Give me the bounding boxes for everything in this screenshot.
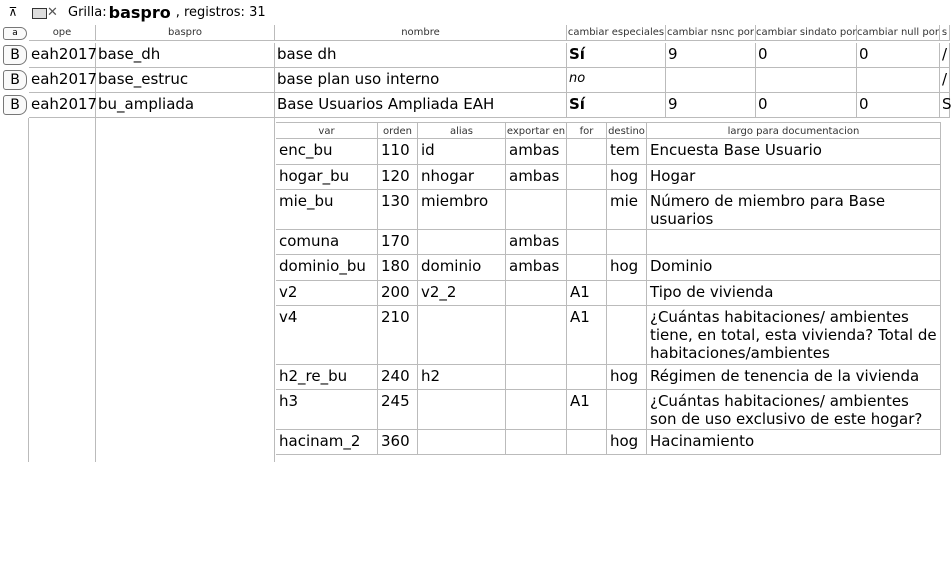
column-header-null[interactable]: cambiar null por bbox=[857, 25, 940, 41]
cell-especiales[interactable]: Sí bbox=[567, 93, 666, 118]
subgrid-cell-orden[interactable]: 210 bbox=[378, 306, 418, 365]
row-detail-button[interactable]: B bbox=[3, 70, 27, 90]
subgrid-cell-for[interactable] bbox=[567, 365, 607, 390]
subgrid-cell-largo[interactable]: Régimen de tenencia de la vivienda bbox=[647, 365, 941, 390]
subgrid-cell-destino[interactable]: mie bbox=[607, 190, 647, 230]
grid-divider bbox=[95, 118, 96, 462]
cell-sindato[interactable]: 0 bbox=[756, 93, 857, 118]
subgrid-cell-alias[interactable] bbox=[418, 430, 506, 455]
subgrid-cell-destino[interactable]: tem bbox=[607, 139, 647, 165]
subgrid-cell-var[interactable]: hogar_bu bbox=[276, 165, 378, 190]
column-header-nsnc[interactable]: cambiar nsnc por bbox=[666, 25, 756, 41]
subgrid-cell-var[interactable]: h2_re_bu bbox=[276, 365, 378, 390]
select-all-button[interactable]: a bbox=[3, 27, 27, 40]
subgrid-cell-alias[interactable] bbox=[418, 230, 506, 255]
column-header-ope[interactable]: ope bbox=[29, 25, 96, 41]
subgrid-header-destino[interactable]: destino bbox=[607, 122, 647, 139]
subgrid-cell-orden[interactable]: 110 bbox=[378, 139, 418, 165]
subgrid-cell-alias[interactable] bbox=[418, 390, 506, 430]
subgrid-cell-for[interactable]: A1 bbox=[567, 306, 607, 365]
grid-record-count: , registros: 31 bbox=[175, 4, 266, 20]
subgrid-cell-alias[interactable]: nhogar bbox=[418, 165, 506, 190]
subgrid-cell-var[interactable]: mie_bu bbox=[276, 190, 378, 230]
subgrid-cell-destino[interactable] bbox=[607, 306, 647, 365]
subgrid-cell-for[interactable] bbox=[567, 165, 607, 190]
subgrid-cell-exportar[interactable]: ambas bbox=[506, 165, 567, 190]
collapse-icon[interactable]: ⊼ bbox=[8, 5, 18, 19]
subgrid-cell-alias[interactable]: v2_2 bbox=[418, 281, 506, 306]
subgrid-cell-var[interactable]: enc_bu bbox=[276, 139, 378, 165]
grid-divider bbox=[274, 118, 275, 462]
subgrid-cell-orden[interactable]: 245 bbox=[378, 390, 418, 430]
subgrid-cell-destino[interactable] bbox=[607, 281, 647, 306]
empty-area bbox=[0, 462, 944, 574]
row-detail-button[interactable]: B bbox=[3, 45, 27, 65]
subgrid-cell-exportar[interactable]: ambas bbox=[506, 139, 567, 165]
subgrid-cell-largo[interactable]: Hacinamiento bbox=[647, 430, 941, 455]
column-header-sindato[interactable]: cambiar sindato por bbox=[756, 25, 857, 41]
subgrid-header-exportar[interactable]: exportar en bbox=[506, 122, 567, 139]
column-header-nombre[interactable]: nombre bbox=[275, 25, 567, 41]
subgrid-cell-largo[interactable]: Encuesta Base Usuario bbox=[647, 139, 941, 165]
grid-divider bbox=[28, 118, 29, 462]
row-detail-button[interactable]: B bbox=[3, 95, 27, 115]
subgrid-cell-for[interactable] bbox=[567, 255, 607, 281]
subgrid-cell-largo[interactable]: ¿Cuántas habitaciones/ ambientes tiene, en total, esta vivienda? Total de habitaciones/ambientes bbox=[647, 306, 941, 365]
grid-table-name: baspro bbox=[108, 2, 171, 22]
cell-null[interactable] bbox=[857, 68, 940, 93]
cell-especiales[interactable]: Sí bbox=[567, 43, 666, 68]
subgrid-cell-exportar[interactable]: ambas bbox=[506, 255, 567, 281]
column-header-baspro[interactable]: baspro bbox=[96, 25, 275, 41]
subgrid-cell-var[interactable]: comuna bbox=[276, 230, 378, 255]
subgrid-cell-for[interactable] bbox=[567, 190, 607, 230]
subgrid-cell-destino[interactable]: hog bbox=[607, 365, 647, 390]
cell-null[interactable]: 0 bbox=[857, 93, 940, 118]
subgrid-cell-destino[interactable] bbox=[607, 390, 647, 430]
subgrid-cell-for[interactable] bbox=[567, 139, 607, 165]
subgrid-header-var[interactable]: var bbox=[276, 122, 378, 139]
subgrid-header-orden[interactable]: orden bbox=[378, 122, 418, 139]
subgrid-cell-orden[interactable]: 180 bbox=[378, 255, 418, 281]
subgrid-cell-largo[interactable]: ¿Cuántas habitaciones/ ambientes son de uso exclusivo de este hogar? bbox=[647, 390, 941, 430]
subgrid-cell-largo[interactable]: Dominio bbox=[647, 255, 941, 281]
subgrid-cell-orden[interactable]: 200 bbox=[378, 281, 418, 306]
cell-baspro[interactable]: bu_ampliada bbox=[96, 93, 275, 118]
subgrid-cell-orden[interactable]: 130 bbox=[378, 190, 418, 230]
cell-sindato[interactable] bbox=[756, 68, 857, 93]
cell-baspro[interactable]: base_estruc bbox=[96, 68, 275, 93]
subgrid-cell-largo[interactable]: Hogar bbox=[647, 165, 941, 190]
subgrid-cell-var[interactable]: dominio_bu bbox=[276, 255, 378, 281]
subgrid-cell-largo[interactable] bbox=[647, 230, 941, 255]
cell-ope[interactable]: eah2017 bbox=[29, 93, 96, 118]
subgrid-cell-orden[interactable]: 240 bbox=[378, 365, 418, 390]
cell-sindato[interactable]: 0 bbox=[756, 43, 857, 68]
column-header-especiales[interactable]: cambiar especiales bbox=[567, 25, 666, 41]
grid-titlebar bbox=[0, 0, 944, 24]
subgrid-cell-var[interactable]: hacinam_2 bbox=[276, 430, 378, 455]
subgrid-cell-destino[interactable]: hog bbox=[607, 165, 647, 190]
subgrid-cell-var[interactable]: v2 bbox=[276, 281, 378, 306]
cell-extra[interactable]: S bbox=[940, 93, 950, 118]
cell-nombre[interactable]: base plan uso interno bbox=[275, 68, 567, 93]
subgrid-cell-orden[interactable]: 170 bbox=[378, 230, 418, 255]
cell-ope[interactable]: eah2017 bbox=[29, 68, 96, 93]
subgrid-cell-var[interactable]: v4 bbox=[276, 306, 378, 365]
subgrid-cell-orden[interactable]: 120 bbox=[378, 165, 418, 190]
cell-especiales[interactable]: no bbox=[567, 68, 666, 93]
subgrid-header-largo[interactable]: largo para documentacion bbox=[647, 122, 941, 139]
cell-nsnc[interactable]: 9 bbox=[666, 43, 756, 68]
cell-baspro[interactable]: base_dh bbox=[96, 43, 275, 68]
subgrid-cell-exportar[interactable]: ambas bbox=[506, 230, 567, 255]
cell-extra[interactable]: / bbox=[940, 43, 950, 68]
cell-nsnc[interactable] bbox=[666, 68, 756, 93]
grid-title-label: Grilla: bbox=[68, 4, 107, 20]
subgrid-cell-destino[interactable]: hog bbox=[607, 255, 647, 281]
subgrid-cell-destino[interactable] bbox=[607, 230, 647, 255]
subgrid-header-for[interactable]: for bbox=[567, 122, 607, 139]
subgrid-cell-orden[interactable]: 360 bbox=[378, 430, 418, 455]
subgrid-cell-alias[interactable] bbox=[418, 306, 506, 365]
subgrid-cell-for[interactable]: A1 bbox=[567, 390, 607, 430]
subgrid-cell-alias[interactable]: miembro bbox=[418, 190, 506, 230]
grid-keyboard-icon: ✕ bbox=[32, 5, 66, 19]
subgrid-cell-exportar[interactable] bbox=[506, 281, 567, 306]
subgrid-cell-largo[interactable]: Número de miembro para Base usuarios bbox=[647, 190, 941, 230]
subgrid-cell-destino[interactable]: hog bbox=[607, 430, 647, 455]
subgrid-cell-exportar[interactable] bbox=[506, 430, 567, 455]
subgrid-cell-alias[interactable]: dominio bbox=[418, 255, 506, 281]
subgrid-cell-largo[interactable]: Tipo de vivienda bbox=[647, 281, 941, 306]
cell-nombre[interactable]: Base Usuarios Ampliada EAH bbox=[275, 93, 567, 118]
subgrid-cell-for[interactable] bbox=[567, 430, 607, 455]
cell-null[interactable]: 0 bbox=[857, 43, 940, 68]
cell-nsnc[interactable]: 9 bbox=[666, 93, 756, 118]
subgrid-cell-alias[interactable]: h2 bbox=[418, 365, 506, 390]
column-header-extra[interactable]: s bbox=[940, 25, 950, 41]
subgrid-cell-exportar[interactable] bbox=[506, 390, 567, 430]
subgrid-cell-alias[interactable]: id bbox=[418, 139, 506, 165]
subgrid-cell-for[interactable]: A1 bbox=[567, 281, 607, 306]
subgrid-cell-for[interactable] bbox=[567, 230, 607, 255]
cell-extra[interactable]: / bbox=[940, 68, 950, 93]
subgrid-cell-exportar[interactable] bbox=[506, 306, 567, 365]
subgrid-cell-exportar[interactable] bbox=[506, 190, 567, 230]
subgrid-cell-exportar[interactable] bbox=[506, 365, 567, 390]
cell-nombre[interactable]: base dh bbox=[275, 43, 567, 68]
subgrid-cell-var[interactable]: h3 bbox=[276, 390, 378, 430]
cell-ope[interactable]: eah2017 bbox=[29, 43, 96, 68]
subgrid-header-alias[interactable]: alias bbox=[418, 122, 506, 139]
